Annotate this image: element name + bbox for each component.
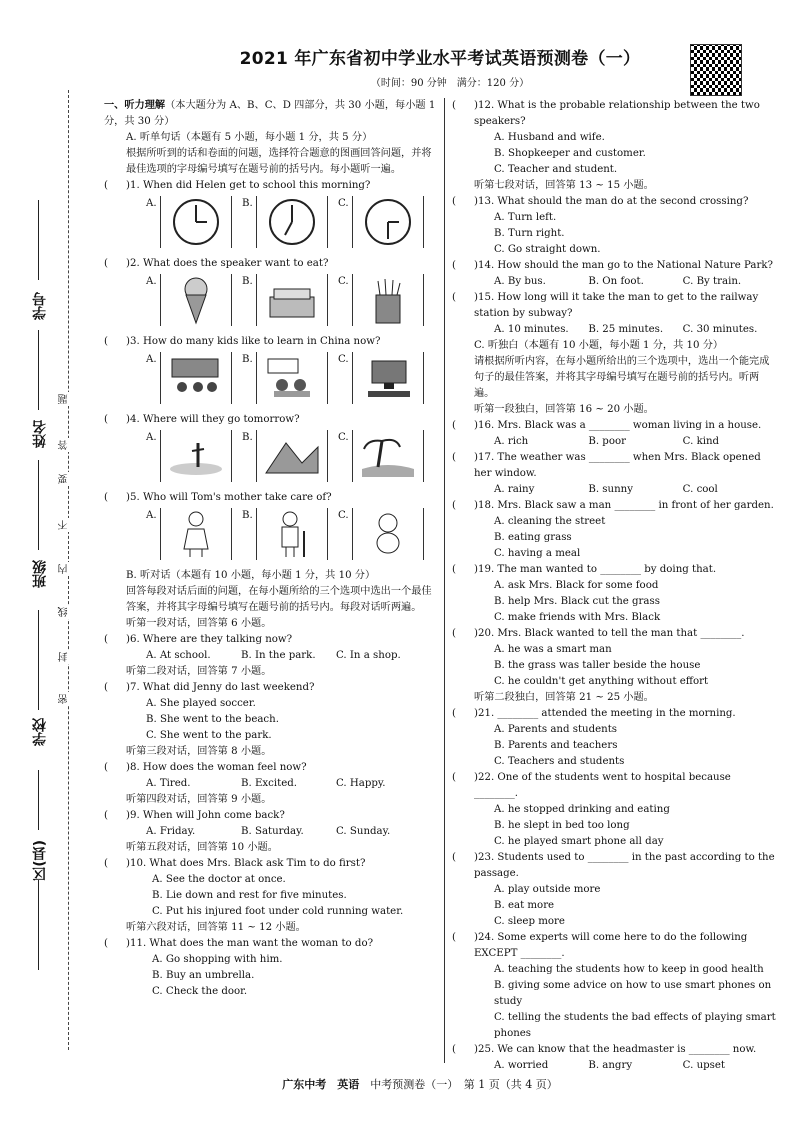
question-8-options: A. Tired. B. Excited. C. Happy. [146,778,386,789]
option: C. he played smart phone all day [494,836,664,847]
question-18: ( )18. Mrs. Black saw a man ________ in front of her garden. [452,500,774,511]
cut-word: 答 [59,440,70,450]
question-9-options: A. Friday. B. Saturday. C. Sunday. [146,826,391,837]
section-title: 一、听力理解 [104,100,166,111]
question-3: ( )3. How do many kids like to learn in China now? [104,336,381,347]
district-line-2 [38,880,39,970]
option: B. help Mrs. Black cut the grass [494,596,660,607]
part-a-title: A. 听单句话（本题有 5 小题，每小题 1 分，共 5 分） [126,132,373,143]
cut-word: 线 [59,607,70,617]
footer-brand: 广东中考 英语 [282,1078,360,1091]
footer-page-info: 中考预测卷（一） 第 1 页（共 4 页） [370,1078,558,1091]
question-5-pictures: A. B. C. [104,508,440,566]
question-20: ( )20. Mrs. Black wanted to tell the man that ________. [452,628,745,639]
question-8: ( )8. How does the woman feel now? [104,762,307,773]
option: C. sleep more [494,916,565,927]
question-2-pictures: A. B. C. [104,274,440,332]
question-25-options: A. worried B. angry C. upset [494,1060,725,1071]
baby-icon [352,508,424,560]
old-man-icon [256,508,328,560]
option: B. Parents and teachers [494,740,618,751]
option: C. make friends with Mrs. Black [494,612,661,623]
question-22: ( )22. One of the students went to hospital because ________. [452,772,731,799]
option: C. Put his injured foot under cold running water. [152,906,404,917]
option: B. he slept in bed too long [494,820,630,831]
option: B. giving some advice on how to use smart phones on study [494,980,772,1007]
dialogue-intro: 听第五段对话，回答第 10 小题。 [126,842,278,853]
student-id-line [38,200,39,280]
monologue-intro: 听第一段独白，回答第 16 ~ 20 小题。 [474,404,654,415]
question-14-options: A. By bus. B. On foot. C. By train. [494,276,742,287]
page-title: 2021 年广东省初中学业水平考试英语预测卷（一） [239,49,641,69]
part-c-desc: 请根据所听内容，在每小题所给出的三个选项中，选出一个能完成句子的最佳答案，并将其字母编号填写在题号前的括号内。听两遍。 [474,356,770,399]
name-line [38,330,39,410]
question-6: ( )6. Where are they talking now? [104,634,293,645]
class-line [38,460,39,550]
cut-word: 封 [59,652,70,662]
beach-icon [352,430,424,482]
option: C. Check the door. [152,986,248,997]
question-23: ( )23. Students used to ________ in the past according to the passage. [452,852,775,879]
dialogue-intro: 听第七段对话，回答第 13 ~ 15 小题。 [474,180,654,191]
cake-icon [256,274,328,326]
question-5: ( )5. Who will Tom's mother take care of? [104,492,332,503]
school-label: 学校 [32,718,48,746]
dialogue-intro: 听第二段对话，回答第 7 小题。 [126,666,272,677]
question-12: ( )12. What is the probable relationship between the two speakers? [452,100,760,127]
option: C. having a meal [494,548,581,559]
option: A. Husband and wife. [494,132,605,143]
dialogue-intro: 听第六段对话，回答第 11 ~ 12 小题。 [126,922,306,933]
part-b-title: B. 听对话（本题有 10 小题，每小题 1 分，共 10 分） [126,570,376,581]
option: A. teaching the students how to keep in good health [494,964,764,975]
option: A. he was a smart man [494,644,612,655]
cut-word: 不 [59,520,70,530]
column-divider [444,98,445,1063]
option: B. Turn right. [494,228,565,239]
question-11: ( )11. What does the man want the woman to do? [104,938,374,949]
part-c-title: C. 听独白（本题有 10 小题，每小题 1 分，共 10 分） [474,340,724,351]
qr-code-icon [690,44,742,96]
question-9: ( )9. When will John come back? [104,810,285,821]
option: C. She went to the park. [146,730,272,741]
question-4-pictures: A. B. C. [104,430,440,488]
option: B. Lie down and rest for five minutes. [152,890,347,901]
cut-word: 要 [59,474,70,484]
question-25: ( )25. We can know that the headmaster is ________ now. [452,1044,757,1055]
option: A. cleaning the street [494,516,606,527]
part-b-desc: 回答每段对话后面的问题，在每小题所给的三个选项中选出一个最佳答案，并将其字母编号填写在题号前的括号内。每段对话听两遍。 [126,586,432,613]
option: C. telling the students the bad effects of playing smart phones [494,1012,776,1039]
student-id-label: 学号 [32,292,48,320]
option: B. Buy an umbrella. [152,970,255,981]
option: C. Teachers and students [494,756,625,767]
option: B. She went to the beach. [146,714,279,725]
fries-icon [352,274,424,326]
option: A. See the doctor at once. [152,874,286,885]
dialogue-intro: 听第四段对话，回答第 9 小题。 [126,794,272,805]
question-17: ( )17. The weather was ________ when Mrs. Black opened her window. [452,452,761,479]
question-24: ( )24. Some experts will come here to do the following EXCEPT ________. [452,932,748,959]
question-3-pictures: A. B. C. [104,352,440,410]
option: A. ask Mrs. Black for some food [494,580,659,591]
question-16-options: A. rich B. poor C. kind [494,436,720,447]
clock-icon [160,196,232,248]
group-study-icon [256,352,328,404]
computer-class-icon [352,352,424,404]
cut-word: 内 [59,564,70,574]
option: B. eat more [494,900,555,911]
cut-word: 密 [59,694,70,704]
exam-time-info: （时间：90 分钟 满分：120 分） [370,78,530,89]
option: A. Turn left. [494,212,557,223]
question-19: ( )19. The man wanted to ________ by doing that. [452,564,717,575]
question-17-options: A. rainy B. sunny C. cool [494,484,718,495]
question-13: ( )13. What should the man do at the second crossing? [452,196,749,207]
option: B. eating grass [494,532,572,543]
option: B. Shopkeeper and customer. [494,148,646,159]
ice-cream-icon [160,274,232,326]
question-1-pictures: A. B. C. [104,196,440,254]
cut-word: 题 [59,394,70,404]
option: A. She played soccer. [146,698,256,709]
left-column [104,98,440,1000]
clock-icon [256,196,328,248]
question-15: ( )15. How long will it take the man to get to the railway station by subway? [452,292,759,319]
question-4: ( )4. Where will they go tomorrow? [104,414,300,425]
class-label: 班级 [32,560,48,588]
district-line [38,770,39,830]
question-7: ( )7. What did Jenny do last weekend? [104,682,315,693]
question-10: ( )10. What does Mrs. Black ask Tim to do first? [104,858,366,869]
option: C. Teacher and student. [494,164,618,175]
option: C. he couldn't get anything without effort [494,676,709,687]
question-2: ( )2. What does the speaker want to eat? [104,258,329,269]
option: A. he stopped drinking and eating [494,804,670,815]
mountain-icon [256,430,328,482]
option: A. play outside more [494,884,601,895]
dialogue-intro: 听第三段对话，回答第 8 小题。 [126,746,272,757]
question-21: ( )21. ________ attended the meeting in the morning. [452,708,736,719]
question-1: ( )1. When did Helen get to school this morning? [104,180,371,191]
dialogue-intro: 听第一段对话，回答第 6 小题。 [126,618,272,629]
option: A. Go shopping with him. [152,954,283,965]
page-footer [200,1076,640,1092]
part-a-desc: 根据所听到的话和卷面的问题，选择符合题意的图画回答问题，并将最佳选项的字母编号填写在题号前的括号内。每小题听一遍。 [126,148,432,175]
clock-icon [352,196,424,248]
question-16: ( )16. Mrs. Black was a ________ woman living in a house. [452,420,762,431]
option: A. Parents and students [494,724,618,735]
option: C. Go straight down. [494,244,601,255]
right-column [452,98,777,1074]
school-line [38,610,39,710]
girl-icon [160,508,232,560]
desert-icon [160,430,232,482]
classroom-icon [160,352,232,404]
question-6-options: A. At school. B. In the park. C. In a shop. [146,650,401,661]
district-label: 区(县) [32,840,48,881]
question-15-options: A. 10 minutes. B. 25 minutes. C. 30 minutes. [494,324,758,335]
monologue-intro: 听第二段独白，回答第 21 ~ 25 小题。 [474,692,654,703]
question-14: ( )14. How should the man go to the National Nature Park? [452,260,773,271]
section-desc: （本大题分为 A、B、C、D 四部分，共 30 小题，每小题 1 分，共 30 分） [104,100,436,127]
option: B. the grass was taller beside the house [494,660,701,671]
name-label: 姓名 [32,420,48,448]
